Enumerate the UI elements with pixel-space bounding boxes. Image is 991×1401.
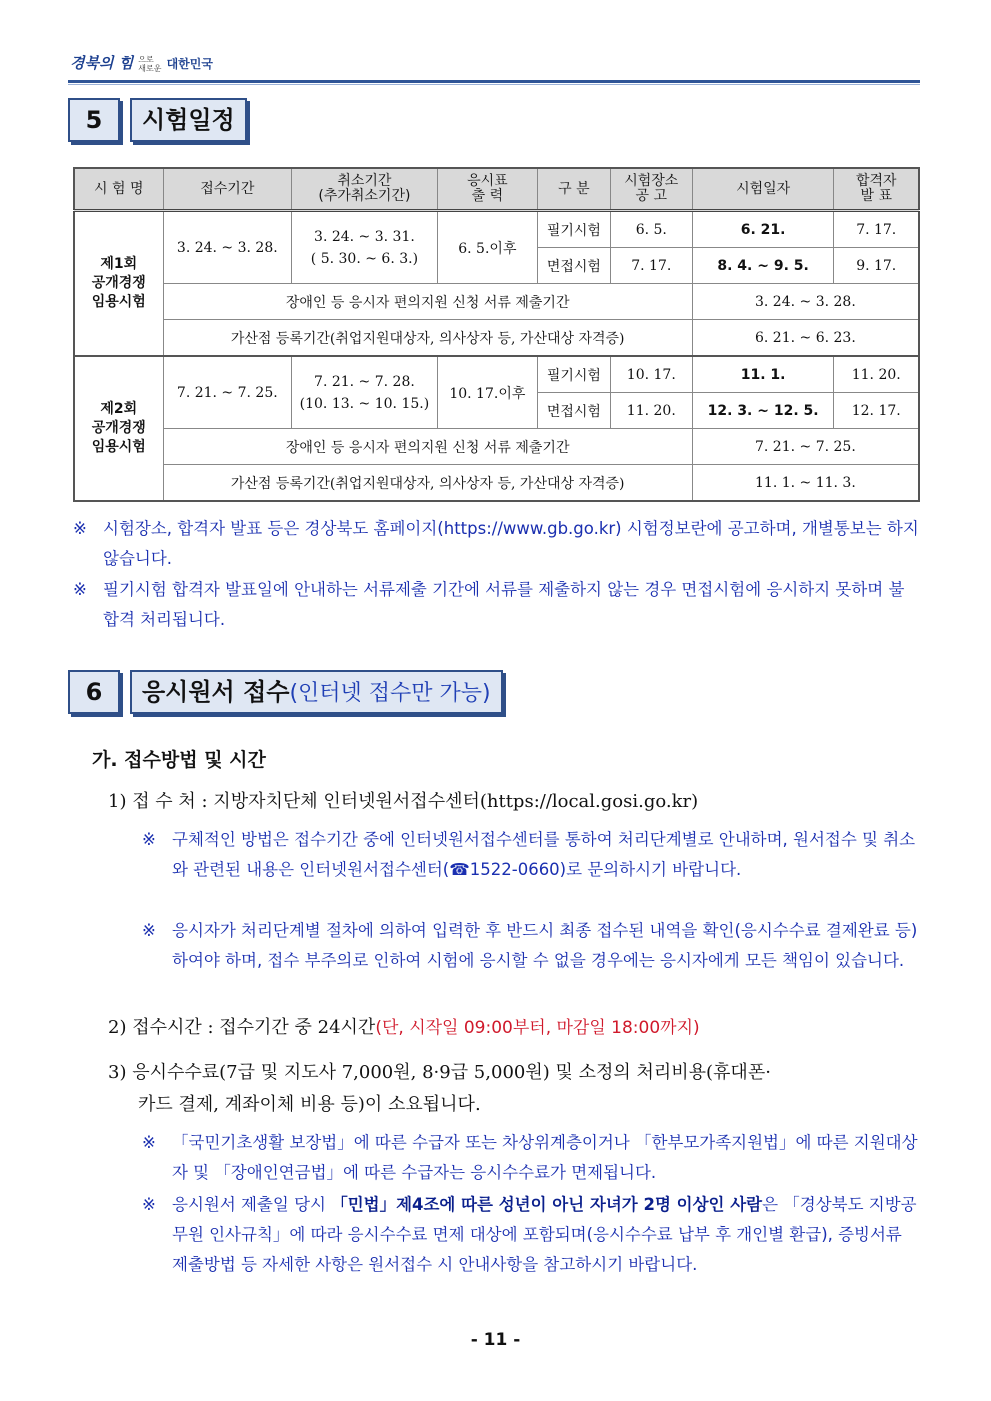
- logo-small-text: 으로 새로운: [138, 54, 162, 73]
- table-row: [74, 465, 919, 502]
- header-cell: 시험장소 공 고: [610, 168, 692, 211]
- note-text: 구체적인 방법은 접수기간 중에 인터넷원서접수센터를 통하여 처리단계별로 안내하며, 원서접수 및 취소와 관련된 내용은 인터넷원서접수센터(☎1522-0660)로 문의하시기 바랍니다.: [172, 830, 916, 879]
- round-2-apply: 7. 21. ~ 7. 25.: [163, 356, 292, 429]
- table-row: [74, 429, 919, 465]
- section-6-title-sub: (인터넷 접수만 가능): [289, 681, 491, 706]
- exam-schedule-table: [73, 167, 920, 502]
- header-cell: 시 험 명: [74, 168, 163, 211]
- round-2-written-date: 11. 1.: [692, 356, 834, 393]
- round-2-interview-type: 면접시험: [537, 393, 610, 429]
- round-2-disabled-period: 7. 21. ~ 7. 25.: [692, 429, 919, 465]
- item-1-note-1: [142, 825, 920, 885]
- round-2-bonus-label: 가산점 등록기간(취업지원대상자, 의사상자 등, 가산대상 자격증): [163, 465, 692, 502]
- section-6-title: [130, 670, 503, 714]
- item-3-line-1: 3) 응시수수료(7급 및 지도사 7,000원, 8·9급 5,000원) 및 소정의 처리비용(휴대폰·: [108, 1062, 771, 1083]
- note-document-deadline: [73, 575, 920, 635]
- round-1-apply: 3. 24. ~ 3. 28.: [163, 211, 292, 284]
- header-cell: 합격자 발 표: [834, 168, 919, 211]
- item-2-text: 2) 접수시간 : 접수기간 중 24시간: [108, 1017, 376, 1038]
- round-2-written-result: 11. 20.: [834, 356, 919, 393]
- header-divider-thin: [68, 84, 920, 85]
- round-1-written-venue: 6. 5.: [610, 211, 692, 248]
- section-6-number: 6: [68, 670, 120, 714]
- round-1-written-type: 필기시험: [537, 211, 610, 248]
- round-1-ticket: 6. 5.이후: [437, 211, 537, 284]
- reference-mark: ※: [73, 580, 87, 599]
- item-1-reception: 1) 접 수 처 : 지방자치단체 인터넷원서접수센터(https://local.gosi.go.kr): [108, 791, 699, 812]
- round-2-name: 제2회 공개경쟁 임용시험: [74, 356, 163, 501]
- round-2-interview-result: 12. 17.: [834, 393, 919, 429]
- round-1-interview-result: 9. 17.: [834, 248, 919, 284]
- reference-mark: ※: [142, 1195, 156, 1214]
- round-1-disabled-label: 장애인 등 응시자 편의지원 신청 서류 제출기간: [163, 284, 692, 320]
- header-cell: 접수기간: [163, 168, 292, 211]
- table-row: [74, 211, 919, 248]
- logo-name: 대한민국: [166, 57, 213, 71]
- note-text: 시험장소, 합격자 발표 등은 경상북도 홈페이지(https://www.gb.go.kr) 시험정보란에 공고하며, 개별통보는 하지 않습니다.: [103, 519, 919, 568]
- item-1-note-2: [142, 916, 920, 976]
- round-2-written-type: 필기시험: [537, 356, 610, 393]
- header-cell: 취소기간 (추가취소기간): [292, 168, 438, 211]
- reference-mark: ※: [73, 519, 87, 538]
- section-5-number: 5: [68, 98, 120, 142]
- round-2-cancel: 7. 21. ~ 7. 28. (10. 13. ~ 10. 15.): [292, 356, 438, 429]
- round-1-written-result: 7. 17.: [834, 211, 919, 248]
- item-3-line-2: 카드 결제, 계좌이체 비용 등)이 소요됩니다.: [138, 1094, 481, 1115]
- table-row: [74, 284, 919, 320]
- section-5-title: 시험일정: [130, 98, 247, 142]
- round-2-bonus-period: 11. 1. ~ 11. 3.: [692, 465, 919, 502]
- note-text: 응시자가 처리단계별 절차에 의하여 입력한 후 반드시 최종 접수된 내역을 확인(응시수수료 결제완료 등)하여야 하며, 접수 부주의로 인하여 시험에 응시할 수 없을 경우에는 응시자에게 모든 책임이 있습니다.: [172, 921, 918, 970]
- round-1-disabled-period: 3. 24. ~ 3. 28.: [692, 284, 919, 320]
- note-text: 필기시험 합격자 발표일에 안내하는 서류제출 기간에 서류를 제출하지 않는 경우 면접시험에 응시하지 못하며 불합격 처리됩니다.: [103, 580, 905, 629]
- subsection-heading: 가. 접수방법 및 시간: [92, 749, 266, 771]
- round-2-written-venue: 10. 17.: [610, 356, 692, 393]
- item-3-note-2: [142, 1190, 920, 1280]
- highlight-text: 「민법」제4조에 따른 성년이 아닌 자녀가 2명 이상인 사람: [331, 1195, 763, 1214]
- table-row: [74, 356, 919, 393]
- note-announcement: [73, 514, 920, 574]
- table-row: [74, 320, 919, 357]
- page-number: - 11 -: [470, 1330, 521, 1350]
- logo-script: 경북의 힘: [70, 54, 134, 72]
- round-1-interview-date: 8. 4. ~ 9. 5.: [692, 248, 834, 284]
- reference-mark: ※: [142, 1133, 156, 1152]
- section-6-title-main: 응시원서 접수: [142, 678, 290, 706]
- round-1-written-date: 6. 21.: [692, 211, 834, 248]
- item-3-fee: [108, 1057, 920, 1121]
- round-2-disabled-label: 장애인 등 응시자 편의지원 신청 서류 제출기간: [163, 429, 692, 465]
- round-1-bonus-label: 가산점 등록기간(취업지원대상자, 의사상자 등, 가산대상 자격증): [163, 320, 692, 357]
- header-divider: [68, 80, 920, 83]
- item-2-hours: [108, 1012, 700, 1044]
- round-2-ticket: 10. 17.이후: [437, 356, 537, 429]
- round-1-interview-type: 면접시험: [537, 248, 610, 284]
- note-text: 응시원서 제출일 당시 「민법」제4조에 따른 성년이 아닌 자녀가 2명 이상인 사람은 「경상북도 지방공무원 인사규칙」에 따라 응시수수료 면제 대상에 포함되며(응시수수료 납부 후 개인별 환급), 증빙서류 제출방법 등 자세한 사항은 원서접수 시 안내사항을 참고하시기 바랍니다.: [172, 1195, 917, 1274]
- item-2-red-note: (단, 시작일 09:00부터, 마감일 18:00까지): [375, 1018, 700, 1038]
- round-1-interview-venue: 7. 17.: [610, 248, 692, 284]
- reference-mark: ※: [142, 921, 156, 940]
- round-1-name: 제1회 공개경쟁 임용시험: [74, 211, 163, 357]
- header-cell: 응시표 출 력: [437, 168, 537, 211]
- reference-mark: ※: [142, 830, 156, 849]
- header-cell: 시험일자: [692, 168, 834, 211]
- header-cell: 구 분: [537, 168, 610, 211]
- header-logo: [70, 52, 213, 73]
- table-header-row: [74, 168, 919, 211]
- round-2-interview-venue: 11. 20.: [610, 393, 692, 429]
- note-text: 「국민기초생활 보장법」에 따른 수급자 또는 차상위계층이거나 「한부모가족지원법」에 따른 지원대상자 및 「장애인연금법」에 따른 수급자는 응시수수료가 면제됩니다.: [172, 1133, 918, 1182]
- round-2-interview-date: 12. 3. ~ 12. 5.: [692, 393, 834, 429]
- round-1-bonus-period: 6. 21. ~ 6. 23.: [692, 320, 919, 357]
- round-1-cancel: 3. 24. ~ 3. 31. ( 5. 30. ~ 6. 3.): [292, 211, 438, 284]
- item-3-note-1: [142, 1128, 920, 1188]
